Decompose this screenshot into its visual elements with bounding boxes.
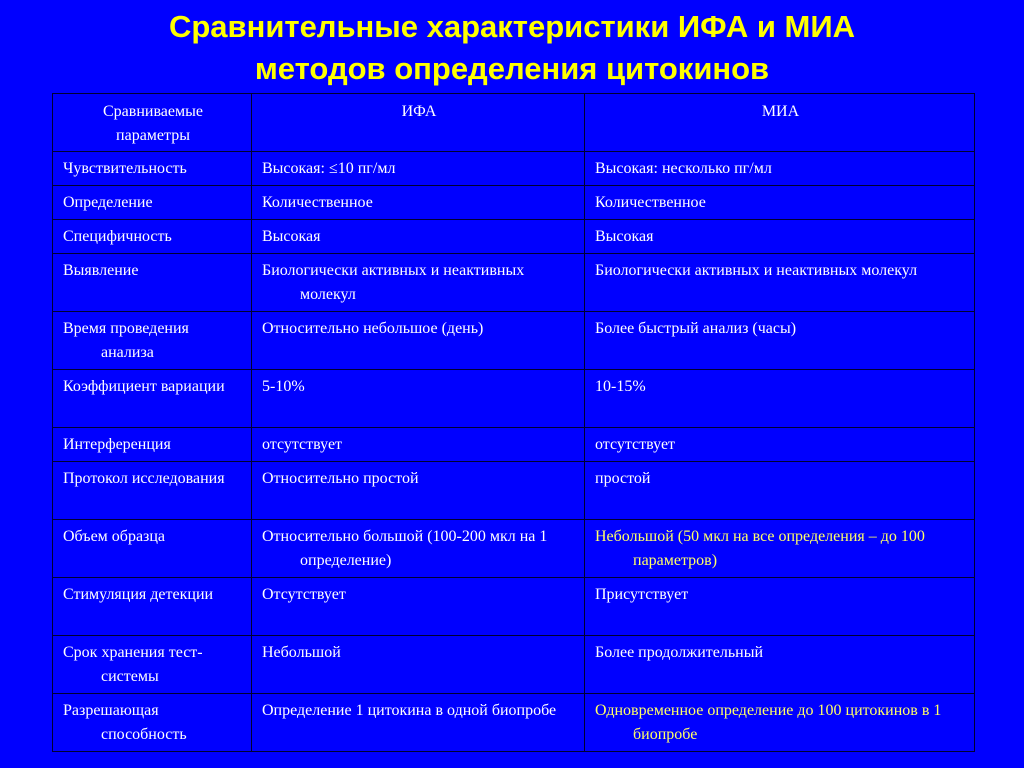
table-row xyxy=(53,636,975,694)
row-ifa-value: Небольшой xyxy=(252,636,585,694)
table-row xyxy=(53,220,975,254)
header-ifa: ИФА xyxy=(252,94,585,152)
row-parameter: Разрешающая способность xyxy=(53,694,252,752)
row-mia-value: Высокая: несколько пг/мл xyxy=(585,152,975,186)
table-row xyxy=(53,428,975,462)
table-row xyxy=(53,370,975,428)
slide-title xyxy=(0,6,1024,90)
row-parameter: Стимуляция детекции xyxy=(53,578,252,636)
slide-title-line-1: Сравнительные характеристики ИФА и МИА xyxy=(168,9,855,44)
row-mia-value: Высокая xyxy=(585,220,975,254)
table-row xyxy=(53,694,975,752)
row-parameter: Интерференция xyxy=(53,428,252,462)
row-ifa-value: Биологически активных и неактивных молекул xyxy=(252,254,585,312)
row-mia-value-highlighted: Небольшой (50 мкл на все определения – до 100 параметров) xyxy=(585,520,975,578)
table-row xyxy=(53,254,975,312)
row-ifa-value: Относительно простой xyxy=(252,462,585,520)
row-mia-value: Более быстрый анализ (часы) xyxy=(585,312,975,370)
table-row xyxy=(53,152,975,186)
row-ifa-value: Относительно большой (100-200 мкл на 1 определение) xyxy=(252,520,585,578)
row-mia-value: 10-15% xyxy=(585,370,975,428)
table-row xyxy=(53,578,975,636)
table-row xyxy=(53,186,975,220)
row-ifa-value: Количественное xyxy=(252,186,585,220)
row-mia-value: Биологически активных и неактивных молекул xyxy=(585,254,975,312)
row-ifa-value: Определение 1 цитокина в одной биопробе xyxy=(252,694,585,752)
row-ifa-value: Относительно небольшое (день) xyxy=(252,312,585,370)
table-row xyxy=(53,520,975,578)
row-mia-value: простой xyxy=(585,462,975,520)
slide-title-line-2: методов определения цитокинов xyxy=(254,51,770,86)
row-ifa-value: 5-10% xyxy=(252,370,585,428)
row-ifa-value: отсутствует xyxy=(252,428,585,462)
row-parameter: Объем образца xyxy=(53,520,252,578)
header-parameters: Сравниваемые параметры xyxy=(53,94,252,152)
row-parameter: Протокол исследования xyxy=(53,462,252,520)
header-mia: МИА xyxy=(585,94,975,152)
row-ifa-value: Высокая: ≤10 пг/мл xyxy=(252,152,585,186)
row-parameter: Чувствительность xyxy=(53,152,252,186)
table-row xyxy=(53,462,975,520)
row-parameter: Время проведения анализа xyxy=(53,312,252,370)
row-parameter: Коэффициент вариации xyxy=(53,370,252,428)
row-parameter: Срок хранения тест-системы xyxy=(53,636,252,694)
table-header-row xyxy=(53,94,975,152)
row-mia-value-highlighted: Одновременное определение до 100 цитокинов в 1 биопробе xyxy=(585,694,975,752)
row-mia-value: Количественное xyxy=(585,186,975,220)
row-mia-value: отсутствует xyxy=(585,428,975,462)
row-ifa-value: Высокая xyxy=(252,220,585,254)
row-mia-value: Более продолжительный xyxy=(585,636,975,694)
row-parameter: Выявление xyxy=(53,254,252,312)
comparison-table xyxy=(52,93,975,752)
row-mia-value: Присутствует xyxy=(585,578,975,636)
row-ifa-value: Отсутствует xyxy=(252,578,585,636)
row-parameter: Специфичность xyxy=(53,220,252,254)
row-parameter: Определение xyxy=(53,186,252,220)
table-row xyxy=(53,312,975,370)
